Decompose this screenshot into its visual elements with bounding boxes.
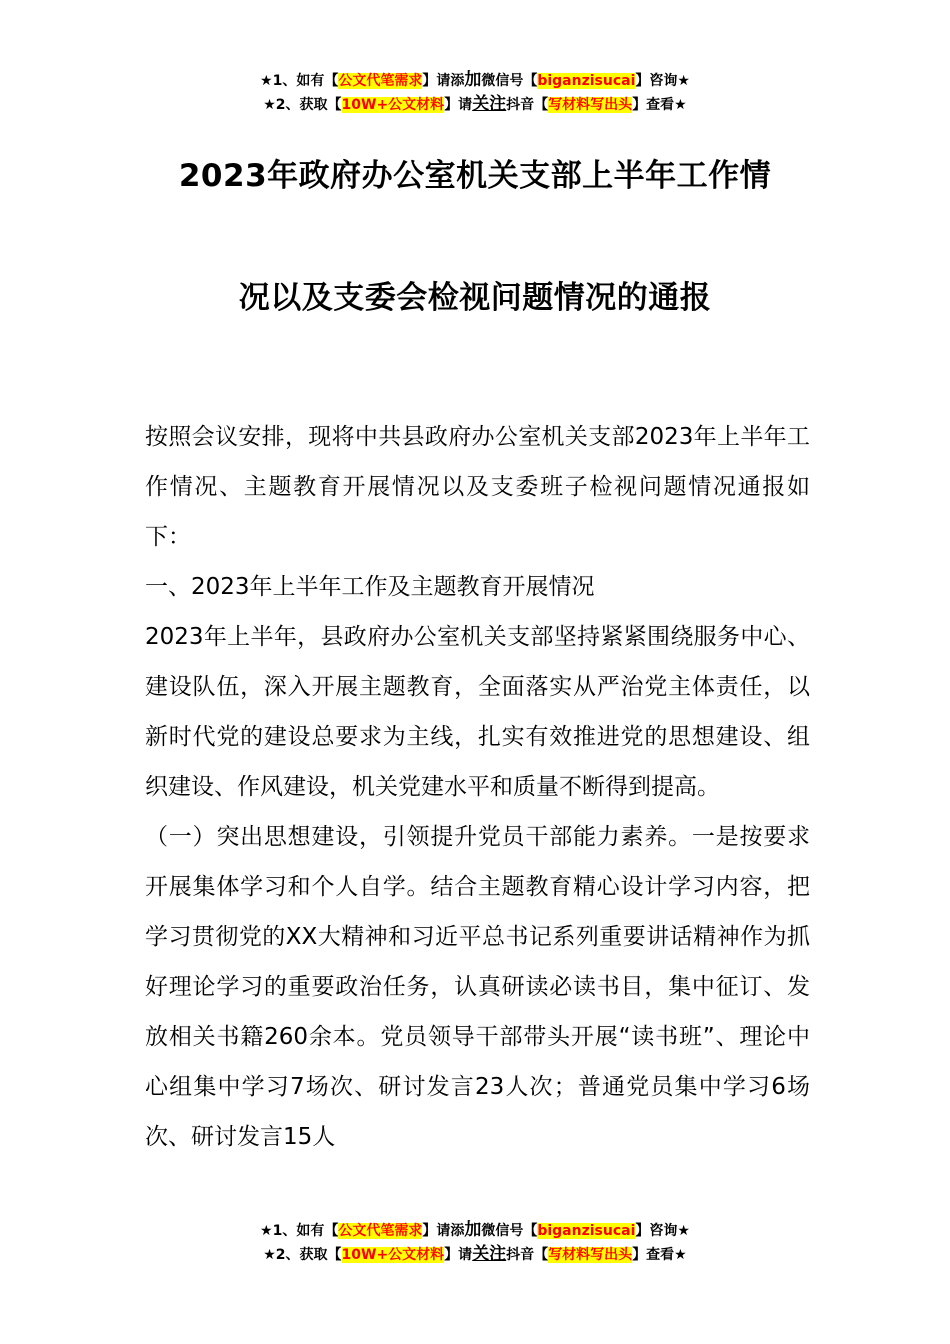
promo-highlight: biganzisucai: [537, 1223, 636, 1239]
promo-text: 】查看★: [632, 97, 687, 113]
promo-highlight: 写材料写出头: [548, 97, 633, 113]
promo-highlight: 10W+公文材料: [341, 97, 445, 113]
promo-text: 微信号【: [481, 73, 538, 89]
document-title-line-1: 2023年政府办公室机关支部上半年工作情: [178, 158, 772, 194]
promo-highlight: 写材料写出头: [548, 1247, 633, 1263]
promo-text: ★1、如有【: [260, 73, 339, 89]
promo-text: 抖音【: [506, 1247, 549, 1263]
paragraph-summary: 2023年上半年，县政府办公室机关支部坚持紧紧围绕服务中心、建设队伍，深入开展主题教育，全面落实从严治党主体责任，以新时代党的建设总要求为主线，扎实有效推进党的思想建设、组织建设、作风建设，机关党建水平和质量不断得到提高。: [145, 624, 810, 800]
promo-text: ★2、获取【: [263, 97, 342, 113]
promo-text: 微信号【: [481, 1223, 538, 1239]
promo-text: 关注: [472, 94, 507, 114]
paragraph-intro: 按照会议安排，现将中共县政府办公室机关支部2023年上半年工作情况、主题教育开展情况以及支委班子检视问题情况通报如下：: [145, 424, 810, 550]
section-heading: 一、2023年上半年工作及主题教育开展情况: [145, 574, 595, 600]
promo-highlight: 10W+公文材料: [341, 1247, 445, 1263]
promo-text: 抖音【: [506, 97, 549, 113]
document-body: [145, 412, 810, 1162]
promo-text: 加: [464, 1220, 482, 1240]
promo-line-2: [0, 1242, 950, 1266]
paragraph-ideology: （一）突出思想建设，引领提升党员干部能力素养。一是按要求开展集体学习和个人自学。结合主题教育精心设计学习内容，把学习贯彻党的XX大精神和习近平总书记系列重要讲话精神作为抓好理论学习的重要政治任务，认真研读必读书目，集中征订、发放相关书籍260余本。党员领导干部带头开展“读书班”、理论中心组集中学习7场次、研讨发言23人次；普通党员集中学习6场次、研讨发言15人: [145, 824, 810, 1150]
promo-text: ★2、获取【: [263, 1247, 342, 1263]
promo-line-1: [0, 1218, 950, 1242]
promo-text: 】查看★: [632, 1247, 687, 1263]
promo-text: 关注: [472, 1244, 507, 1264]
promo-text: 】请: [444, 97, 473, 113]
document-title-line-2: 况以及支委会检视问题情况的通报: [238, 280, 712, 316]
promo-text: 】咨询★: [635, 1223, 690, 1239]
promo-highlight: 公文代笔需求: [338, 73, 423, 89]
promo-text: 加: [464, 70, 482, 90]
promo-line-2: [0, 92, 950, 116]
promo-highlight: 公文代笔需求: [338, 1223, 423, 1239]
promo-line-1: [0, 68, 950, 92]
promo-text: 】请添: [422, 1223, 465, 1239]
promo-text: 】请: [444, 1247, 473, 1263]
promo-banner-top: [0, 68, 950, 116]
promo-text: ★1、如有【: [260, 1223, 339, 1239]
promo-text: 】请添: [422, 73, 465, 89]
promo-banner-bottom: [0, 1218, 950, 1266]
promo-highlight: biganzisucai: [537, 73, 636, 89]
promo-text: 】咨询★: [635, 73, 690, 89]
